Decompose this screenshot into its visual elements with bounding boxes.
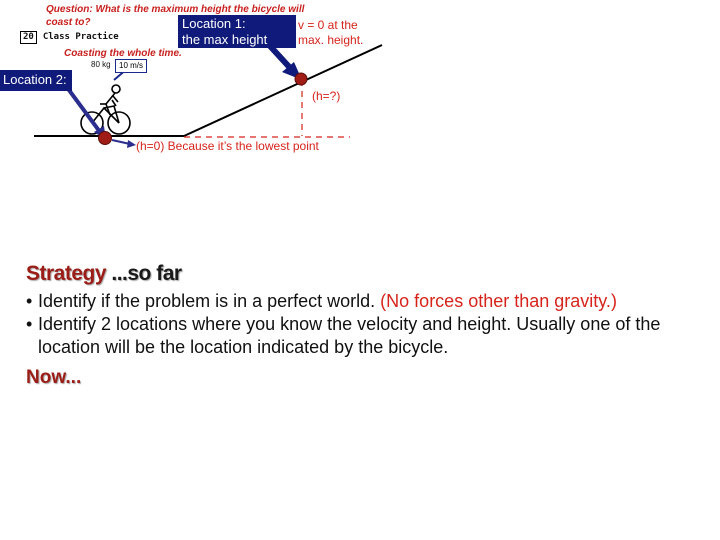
location2-callout: Location 2: xyxy=(0,70,72,91)
question-line1: Question: What is the maximum height the bicycle will xyxy=(46,4,305,15)
location1-callout xyxy=(178,15,296,48)
strategy-bullets xyxy=(26,290,716,359)
bullet-text: Identify 2 locations where you know the velocity and height. Usually one of the location will be the location indicated by the bicycle. xyxy=(38,314,661,357)
location1-line1: Location 1: xyxy=(182,16,246,31)
strategy-rest: ...so far xyxy=(106,262,182,285)
strategy-word: Strategy xyxy=(26,262,107,285)
bullet-marker: • xyxy=(26,314,33,334)
h-zero-arrow xyxy=(112,140,136,148)
class-practice-number: 20 xyxy=(20,31,37,44)
coasting-note: Coasting the whole time. xyxy=(64,48,182,59)
bike-speed: 10 m/s xyxy=(115,59,147,73)
bullet-marker: • xyxy=(26,291,33,311)
velocity-note-line1: v = 0 at the xyxy=(298,18,358,32)
velocity-note-line2: max. height. xyxy=(298,33,364,47)
now-heading: Now... xyxy=(26,367,82,388)
location1-line2: the max height xyxy=(182,32,268,47)
location1-ball xyxy=(295,73,307,85)
bullet-item-1 xyxy=(26,290,716,313)
bike-mass: 80 kg xyxy=(91,60,111,69)
class-practice-label: Class Practice xyxy=(42,32,119,42)
velocity-note xyxy=(298,18,363,48)
location2-ball xyxy=(99,132,112,145)
bullet-text: Identify if the problem is in a perfect world. xyxy=(38,291,381,311)
bullet-item-2 xyxy=(26,313,716,359)
height-unknown-label: (h=?) xyxy=(312,89,341,103)
strategy-heading xyxy=(26,262,182,286)
question-line2: coast to? xyxy=(46,17,91,28)
bullet-red-text: (No forces other than gravity.) xyxy=(380,291,617,311)
bicycle-icon xyxy=(81,85,130,134)
class-practice xyxy=(20,31,119,44)
height-zero-label: (h=0) Because it’s the lowest point xyxy=(136,139,319,153)
